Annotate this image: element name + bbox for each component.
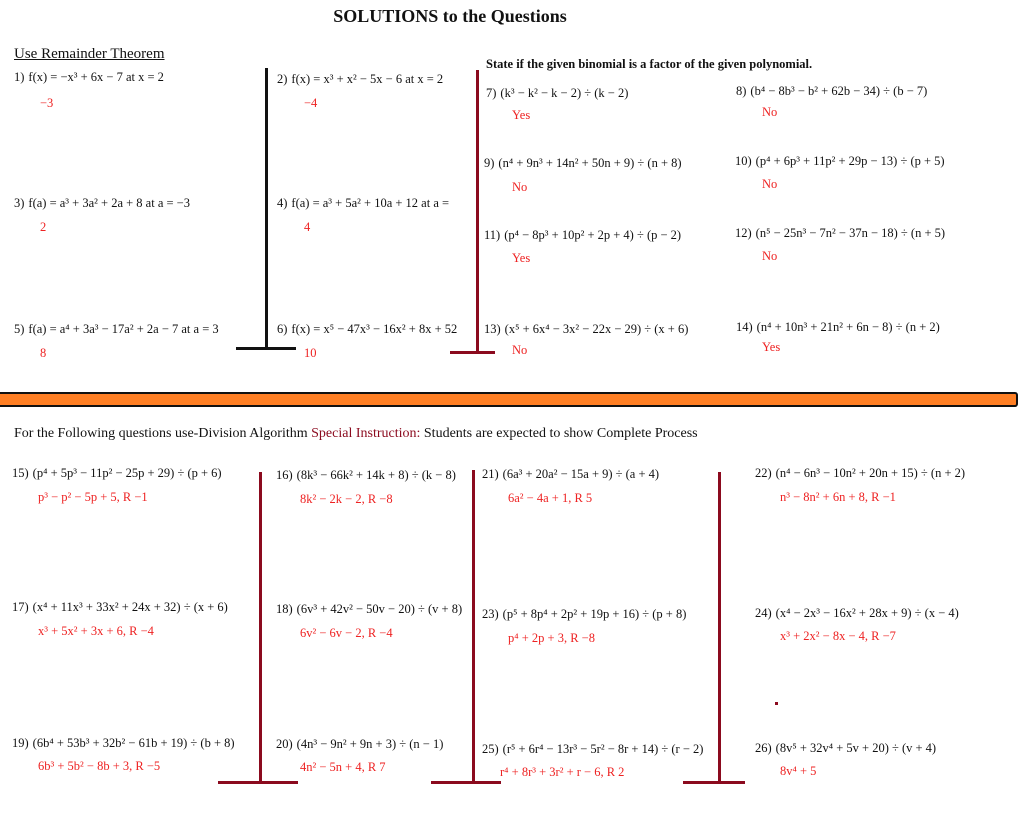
divider-vertical-3 — [259, 472, 262, 782]
answer-5: 8 — [40, 346, 47, 360]
problem-expression: (8v⁵ + 32v⁴ + 5v + 20) ÷ (v + 4) — [775, 741, 937, 755]
problem-number: 12) — [735, 226, 752, 240]
problem-13 — [484, 320, 688, 338]
problem-expression: f(x) = −x³ + 6x − 7 at x = 2 — [28, 70, 164, 84]
problem-expression: (n⁴ + 9n³ + 14n² + 50n + 9) ÷ (n + 8) — [498, 156, 682, 170]
problem-8 — [736, 82, 927, 100]
problem-2 — [277, 70, 443, 88]
problem-number: 4) — [277, 196, 288, 210]
problem-19 — [12, 734, 235, 752]
problem-expression: (p⁴ − 8p³ + 10p² + 2p + 4) ÷ (p − 2) — [504, 228, 682, 242]
answer-26: 8v⁴ + 5 — [780, 764, 817, 778]
problem-22 — [755, 464, 965, 482]
problem-number: 3) — [14, 196, 25, 210]
problem-number: 11) — [484, 228, 501, 242]
problem-10 — [735, 152, 945, 170]
answer-4: 4 — [304, 220, 311, 234]
problem-expression: (6a³ + 20a² − 15a + 9) ÷ (a + 4) — [502, 467, 660, 481]
answer-25: r⁴ + 8r³ + 3r² + r − 6, R 2 — [500, 765, 625, 779]
problem-17 — [12, 598, 228, 616]
divider-vertical-5 — [718, 472, 721, 782]
problem-6 — [277, 320, 457, 338]
problem-16 — [276, 466, 456, 484]
special-instruction-text: Students are expected to show Complete Process — [423, 426, 698, 441]
problem-11 — [484, 226, 681, 244]
problem-expression: (x⁵ + 6x⁴ − 3x² − 22x − 29) ÷ (x + 6) — [504, 322, 689, 336]
divider-base-3 — [218, 781, 298, 784]
problem-expression: (4n³ − 9n² + 9n + 3) ÷ (n − 1) — [296, 737, 444, 751]
answer-7: Yes — [512, 108, 531, 122]
problem-number: 13) — [484, 322, 501, 336]
divider-base-2 — [450, 351, 495, 354]
problem-expression: (k³ − k² − k − 2) ÷ (k − 2) — [500, 86, 629, 100]
divider-vertical-2 — [476, 70, 479, 352]
stray-dot-mark — [775, 702, 778, 705]
problem-number: 22) — [755, 466, 772, 480]
answer-23: p⁴ + 2p + 3, R −8 — [508, 631, 595, 645]
problem-20 — [276, 735, 443, 753]
problem-expression: (p⁵ + 8p⁴ + 2p² + 19p + 16) ÷ (p + 8) — [502, 607, 687, 621]
problem-number: 17) — [12, 600, 29, 614]
answer-19: 6b³ + 5b² − 8b + 3, R −5 — [38, 759, 161, 773]
problem-number: 8) — [736, 84, 747, 98]
answer-3: 2 — [40, 220, 47, 234]
problem-number: 20) — [276, 737, 293, 751]
problem-number: 9) — [484, 156, 495, 170]
instruction-text: For the Following questions use-Division Algorithm — [14, 426, 308, 441]
answer-10: No — [762, 177, 778, 191]
answer-12: No — [762, 249, 778, 263]
page-title: SOLUTIONS to the Questions — [333, 6, 567, 26]
section-heading-factor: State if the given binomial is a factor of the given polynomial. — [486, 57, 813, 71]
problem-expression: (n⁵ − 25n³ − 7n² − 37n − 18) ÷ (n + 5) — [755, 226, 946, 240]
problem-21 — [482, 465, 659, 483]
problem-expression: (n⁴ + 10n³ + 21n² + 6n − 8) ÷ (n + 2) — [756, 320, 940, 334]
divider-base-5 — [683, 781, 745, 784]
problem-5 — [14, 320, 219, 338]
problem-expression: (r⁵ + 6r⁴ − 13r³ − 5r² − 8r + 14) ÷ (r − 2) — [502, 742, 704, 756]
problem-expression: (x⁴ − 2x³ − 16x² + 28x + 9) ÷ (x − 4) — [775, 606, 959, 620]
problem-number: 23) — [482, 607, 499, 621]
problem-number: 7) — [486, 86, 497, 100]
problem-number: 6) — [277, 322, 288, 336]
answer-8: No — [762, 105, 778, 119]
problem-expression: f(a) = a⁴ + 3a³ − 17a² + 2a − 7 at a = 3 — [28, 322, 219, 336]
answer-17: x³ + 5x² + 3x + 6, R −4 — [38, 624, 154, 638]
problem-14 — [736, 318, 940, 336]
problem-number: 16) — [276, 468, 293, 482]
answer-16: 8k² − 2k − 2, R −8 — [300, 492, 393, 506]
problem-expression: (p⁴ + 6p³ + 11p² + 29p − 13) ÷ (p + 5) — [755, 154, 945, 168]
answer-15: p³ − p² − 5p + 5, R −1 — [38, 490, 148, 504]
answer-13: No — [512, 343, 528, 357]
problem-4 — [277, 194, 449, 212]
problem-number: 1) — [14, 70, 25, 84]
problem-12 — [735, 224, 945, 242]
problem-26 — [755, 739, 936, 757]
problem-expression: f(x) = x³ + x² − 5x − 6 at x = 2 — [291, 72, 444, 86]
problem-23 — [482, 605, 686, 623]
problem-3 — [14, 194, 190, 212]
problem-number: 5) — [14, 322, 25, 336]
problem-1 — [14, 68, 164, 86]
problem-number: 10) — [735, 154, 752, 168]
problem-7 — [486, 84, 628, 102]
problem-expression: f(x) = x⁵ − 47x³ − 16x² + 8x + 52 — [291, 322, 458, 336]
answer-24: x³ + 2x² − 8x − 4, R −7 — [780, 629, 896, 643]
answer-21: 6a² − 4a + 1, R 5 — [508, 491, 593, 505]
problem-expression: (8k³ − 66k² + 14k + 8) ÷ (k − 8) — [296, 468, 456, 482]
answer-6: 10 — [304, 346, 317, 360]
answer-11: Yes — [512, 251, 531, 265]
problem-number: 15) — [12, 466, 29, 480]
problem-9 — [484, 154, 682, 172]
problem-expression: f(a) = a³ + 3a² + 2a + 8 at a = −3 — [28, 196, 190, 210]
problem-expression: (6v³ + 42v² − 50v − 20) ÷ (v + 8) — [296, 602, 463, 616]
problem-15 — [12, 464, 222, 482]
problem-24 — [755, 604, 959, 622]
answer-20: 4n² − 5n + 4, R 7 — [300, 760, 386, 774]
division-instruction — [14, 426, 698, 442]
section-separator-bar — [0, 392, 1018, 407]
problem-18 — [276, 600, 462, 618]
problem-number: 18) — [276, 602, 293, 616]
divider-base-1 — [236, 347, 296, 350]
divider-vertical-4 — [472, 470, 475, 782]
special-instruction-label: Special Instruction: — [311, 426, 421, 441]
answer-22: n³ − 8n² + 6n + 8, R −1 — [780, 490, 896, 504]
divider-base-4 — [431, 781, 501, 784]
problem-expression: (6b⁴ + 53b³ + 32b² − 61b + 19) ÷ (b + 8) — [32, 736, 235, 750]
problem-number: 19) — [12, 736, 29, 750]
problem-number: 2) — [277, 72, 288, 86]
problem-expression: (p⁴ + 5p³ − 11p² − 25p + 29) ÷ (p + 6) — [32, 466, 222, 480]
answer-18: 6v² − 6v − 2, R −4 — [300, 626, 393, 640]
answer-2: −4 — [304, 96, 318, 110]
problem-number: 25) — [482, 742, 499, 756]
answer-9: No — [512, 180, 528, 194]
answer-14: Yes — [762, 340, 781, 354]
problem-number: 26) — [755, 741, 772, 755]
problem-expression: (b⁴ − 8b³ − b² + 62b − 34) ÷ (b − 7) — [750, 84, 928, 98]
section-heading-remainder-theorem: Use Remainder Theorem — [14, 46, 165, 62]
problem-expression: (x⁴ + 11x³ + 33x² + 24x + 32) ÷ (x + 6) — [32, 600, 228, 614]
divider-vertical-1 — [265, 68, 268, 350]
answer-1: −3 — [40, 96, 54, 110]
problem-expression: f(a) = a³ + 5a² + 10a + 12 at a = — [291, 196, 450, 210]
problem-25 — [482, 740, 703, 758]
problem-number: 21) — [482, 467, 499, 481]
problem-expression: (n⁴ − 6n³ − 10n² + 20n + 15) ÷ (n + 2) — [775, 466, 966, 480]
problem-number: 24) — [755, 606, 772, 620]
problem-number: 14) — [736, 320, 753, 334]
